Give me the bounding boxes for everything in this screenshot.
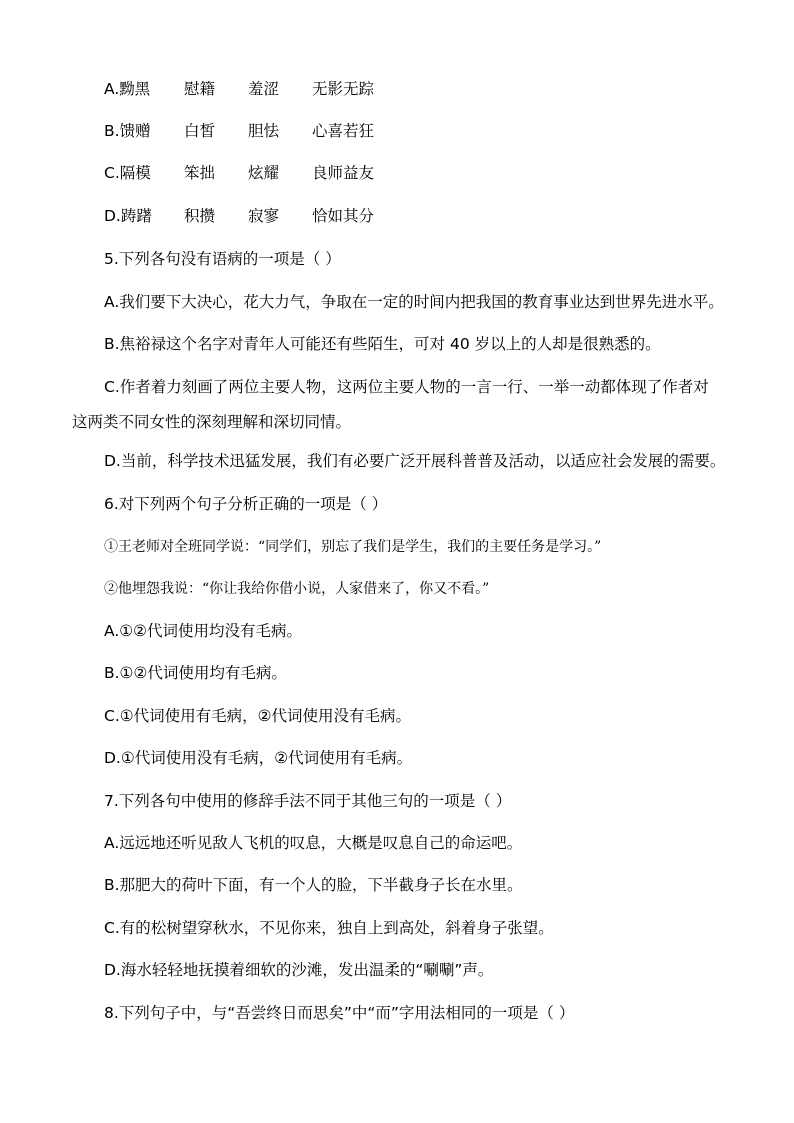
q7-option-c: C.有的松树望穿秋水，不见你来，独自上到高处，斜着身子张望。 (104, 919, 554, 937)
q6-sentence-2: ②他埋怨我说：“你让我给你借小说，人家借来了，你又不看。” (104, 581, 490, 597)
q8-stem: 8.下列句子中，与“吾尝终日而思矣”中“而”字用法相同的一项是（ ） (104, 1004, 575, 1022)
option-word: 良师益友 (312, 164, 375, 182)
option-word: 心喜若狂 (312, 122, 375, 140)
option-text: B.馈赠 (104, 122, 151, 140)
option-word: 炫耀 (248, 164, 280, 182)
option-word: 笨拙 (184, 164, 216, 182)
q5-option-d: D.当前，科学技术迅猛发展，我们有必要广泛开展科普普及活动，以适应社会发展的需要。 (104, 452, 726, 470)
q6-option-d: D.①代词使用没有毛病，②代词使用有毛病。 (104, 749, 413, 767)
option-word: 胆怯 (248, 122, 280, 140)
option-word: 无影无踪 (312, 80, 375, 98)
q5-option-a: A.我们要下大决心，花大力气，争取在一定的时间内把我国的教育事业达到世界先进水平。 (104, 293, 724, 311)
option-word: 羞涩 (248, 80, 280, 98)
q7-option-d: D.海水轻轻地抚摸着细软的沙滩，发出温柔的“唰唰”声。 (104, 961, 494, 979)
option-word: 慰籍 (184, 80, 216, 98)
q5-option-c: C.作者着力刻画了两位主要人物，这两位主要人物的一言一行、一举一动都体现了作者对 (104, 378, 709, 396)
option-word: 恰如其分 (312, 207, 375, 225)
q6-option-c: C.①代词使用有毛病，②代词使用没有毛病。 (104, 707, 412, 725)
q5-option-b: B.焦裕禄这个名字对青年人可能还有些陌生，可对 40 岁以上的人却是很熟悉的。 (104, 335, 661, 353)
option-word: 寂寥 (248, 207, 280, 225)
option-text: A.黝黑 (104, 80, 151, 98)
option-word: 白皙 (184, 122, 216, 140)
q7-option-a: A.远远地还听见敌人飞机的叹息，大概是叹息自己的命运吧。 (104, 834, 523, 852)
option-word: 积攒 (184, 207, 216, 225)
q6-option-a: A.①②代词使用均没有毛病。 (104, 622, 303, 640)
q7-option-b: B.那肥大的荷叶下面，有一个人的脸，下半截身子长在水里。 (104, 876, 523, 894)
option-text: D.踌躇 (104, 207, 152, 225)
q6-stem: 6.对下列两个句子分析正确的一项是（ ） (104, 495, 388, 513)
q7-stem: 7.下列各句中使用的修辞手法不同于其他三句的一项是（ ） (104, 792, 512, 810)
option-text: C.隔模 (104, 164, 151, 182)
q6-sentence-1: ①王老师对全班同学说：“同学们，别忘了我们是学生，我们的主要任务是学习。” (104, 539, 602, 555)
q5-option-c-continued: 这两类不同女性的深刻理解和深切同情。 (72, 413, 352, 431)
q5-stem: 5.下列各句没有语病的一项是（ ） (104, 250, 341, 268)
q6-option-b: B.①②代词使用均有毛病。 (104, 664, 287, 682)
